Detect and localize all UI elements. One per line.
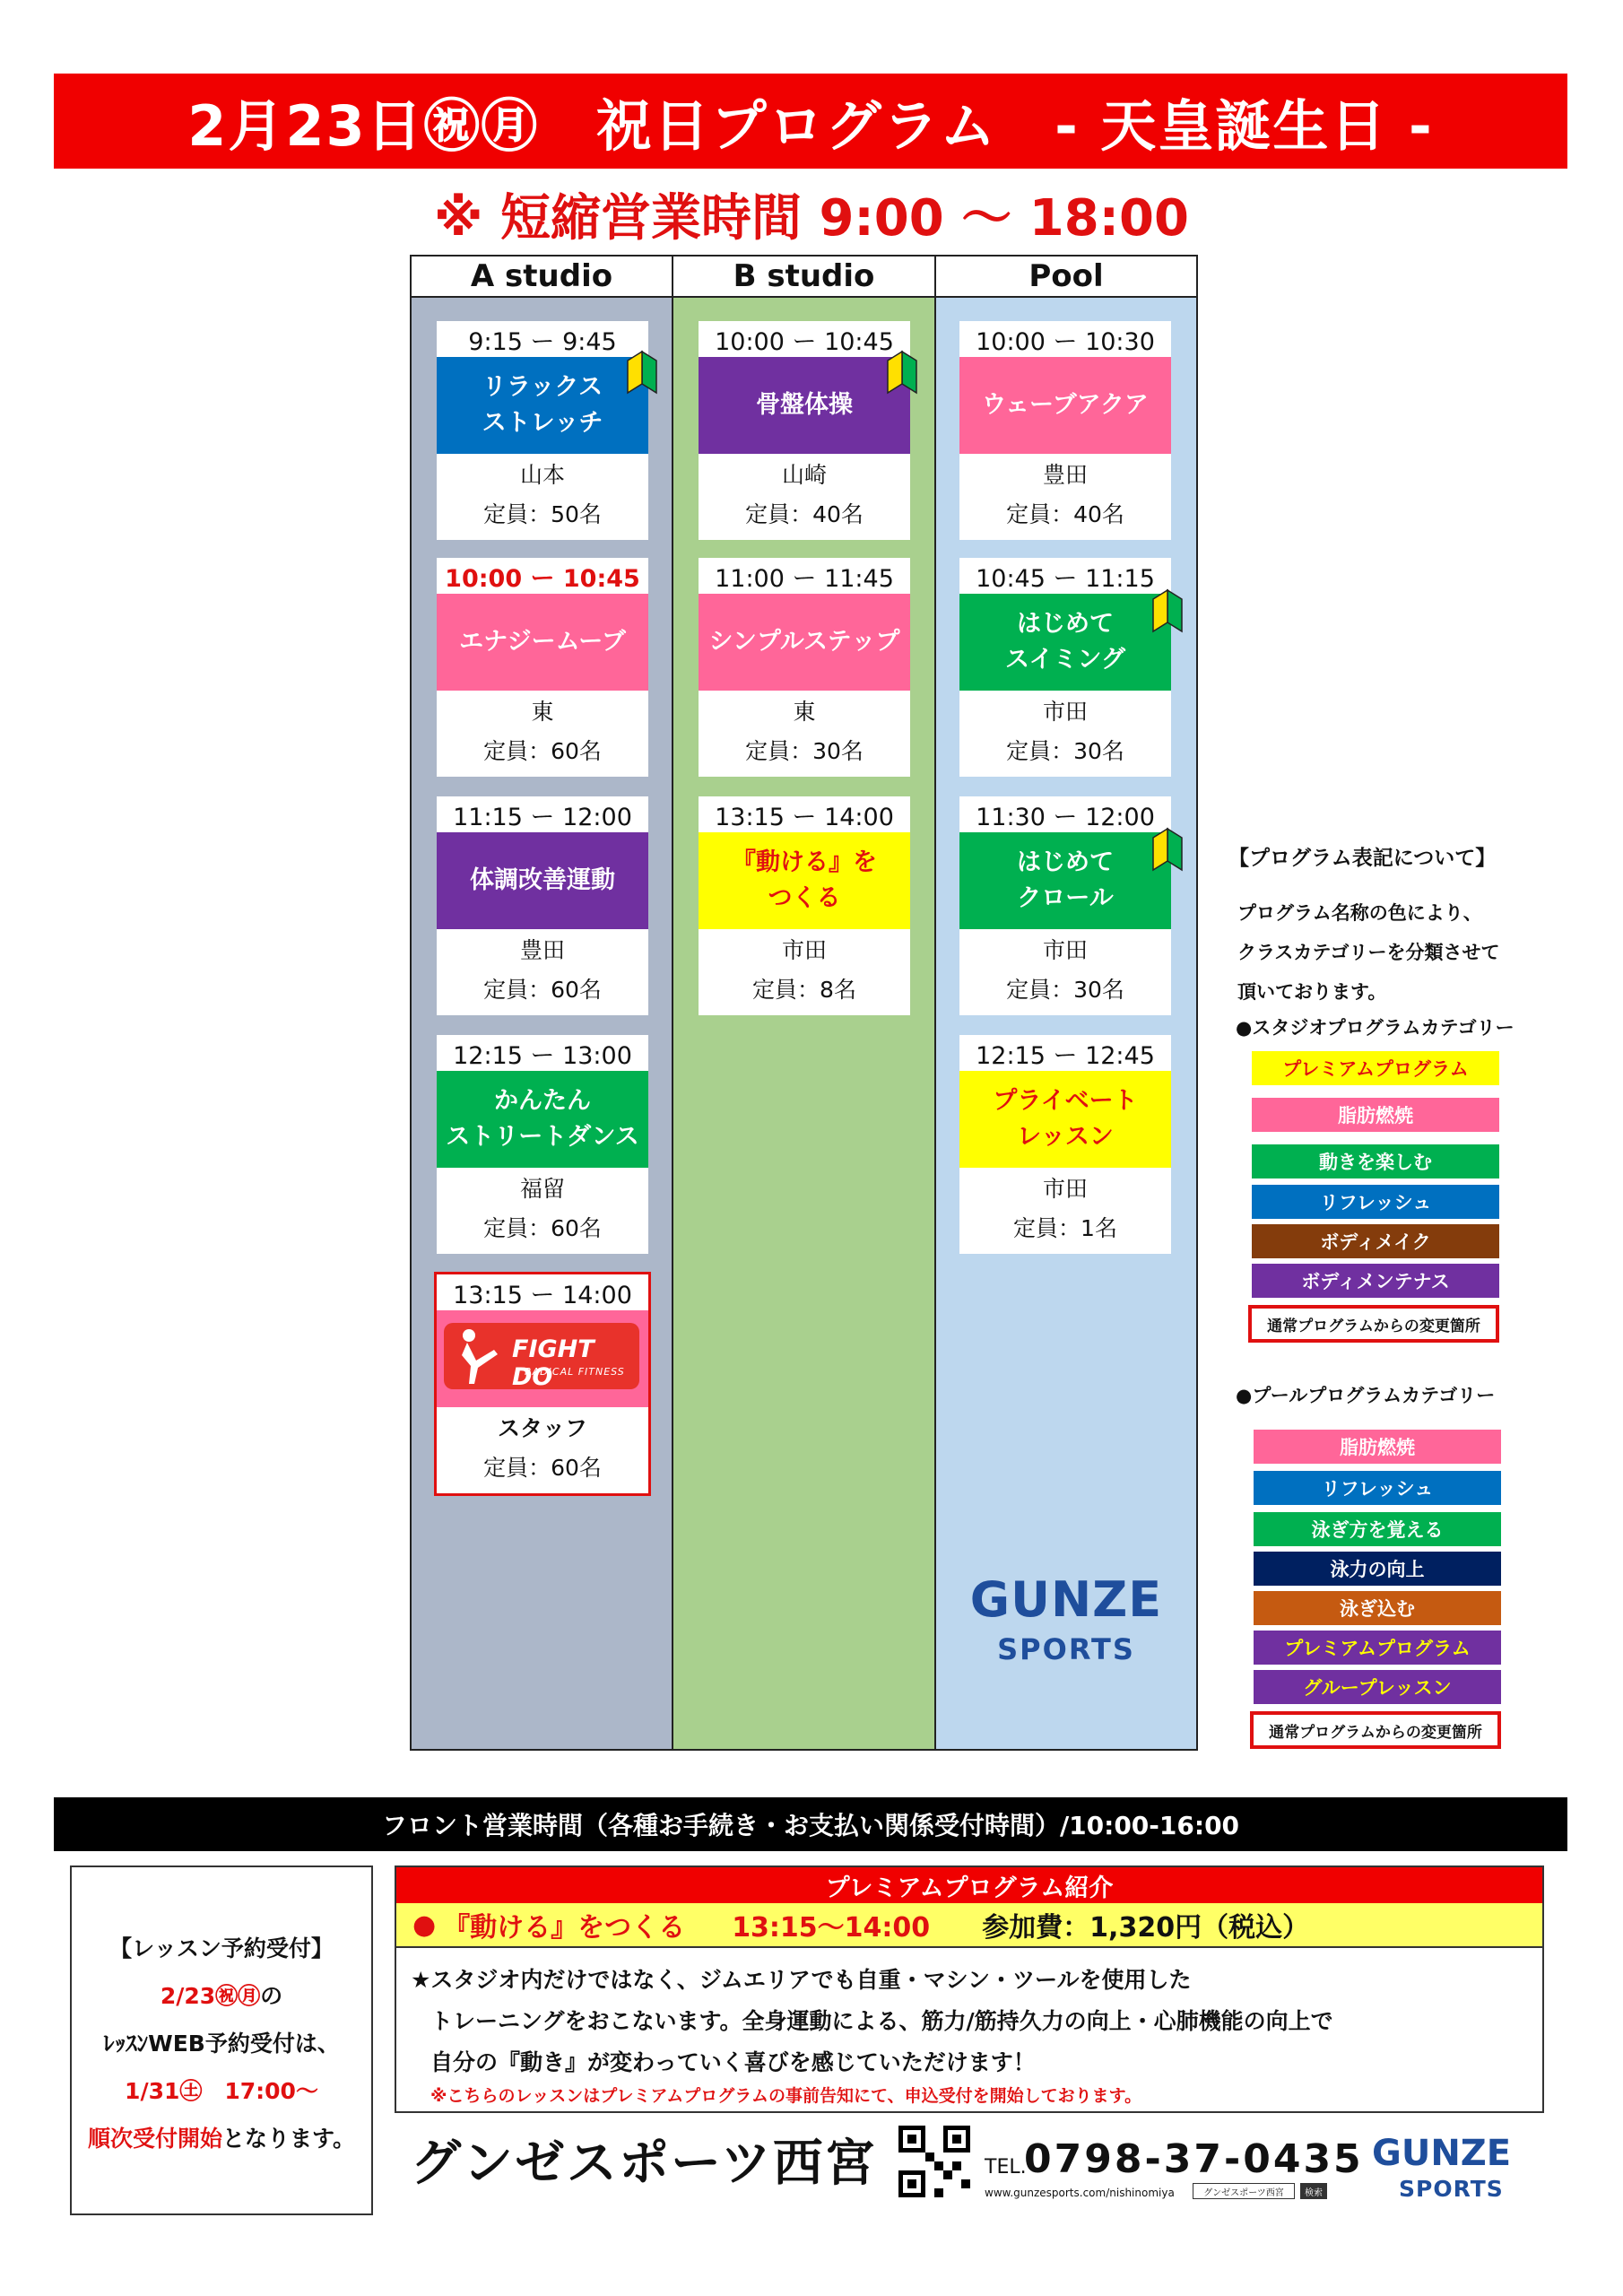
fight-do-subtext: RADICAL FITNESS	[525, 1366, 625, 1378]
lesson-name: 『動ける』を つくる	[699, 832, 910, 929]
lesson-card-changed[interactable]	[434, 1272, 651, 1496]
lesson-capacity: 定員：40名	[745, 501, 864, 527]
lesson-instructor: 東	[531, 699, 554, 725]
legend-pool-item: リフレッシュ	[1254, 1471, 1501, 1505]
reservation-box	[70, 1866, 373, 2215]
lesson-instructor: 市田	[1042, 937, 1088, 963]
premium-fee: 参加費：1,320円（税込）	[982, 1912, 1310, 1944]
tel-prefix: TEL.	[985, 2156, 1027, 2179]
lesson-time: 13:15 ー 14:00	[715, 803, 894, 831]
premium-description-line: ★スタジオ内だけではなく、ジムエリアでも自重・マシン・ツールを使用した	[411, 1967, 1192, 1993]
premium-name: 『動ける』をつくる	[443, 1912, 686, 1944]
sports-logo: SPORTS	[997, 1632, 1135, 1666]
lesson-time: 10:00 ー 10:30	[976, 327, 1155, 356]
fight-do-logo	[444, 1323, 639, 1389]
lesson-capacity: 定員：30名	[1006, 977, 1124, 1003]
legend-description	[1237, 893, 1500, 1012]
business-hours-notice: ※ 短縮営業時間 9:00 ～ 18:00	[434, 189, 1189, 248]
front-hours-bar: フロント営業時間（各種お手続き・お支払い関係受付時間）/10:00-16:00	[54, 1797, 1567, 1851]
pool-column	[936, 298, 1196, 1749]
b-studio-column	[673, 298, 936, 1749]
lesson-name: ウェーブアクア	[959, 357, 1171, 454]
lesson-card[interactable]	[959, 1035, 1171, 1254]
column-header-pool: Pool	[936, 257, 1196, 298]
lesson-card[interactable]	[959, 558, 1171, 777]
lesson-instructor: 市田	[1042, 1176, 1088, 1202]
legend-pool-item: プレミアムプログラム	[1254, 1631, 1501, 1665]
lesson-time: 9:15 ー 9:45	[468, 327, 617, 356]
legend-pool-item: 泳力の向上	[1254, 1552, 1501, 1586]
reservation-heading: 【レッスン予約受付】	[109, 1935, 334, 1961]
premium-program-box	[395, 1866, 1544, 2113]
reservation-date-suffix: の	[260, 1983, 283, 2009]
lesson-instructor: 福留	[519, 1176, 565, 1202]
gunze-footer-logo: GUNZE	[1372, 2133, 1512, 2174]
search-button[interactable]: 検索	[1300, 2183, 1327, 2199]
lesson-instructor: スタッフ	[497, 1415, 587, 1441]
legend-studio-heading: ●スタジオプログラムカテゴリー	[1236, 1017, 1515, 1039]
lesson-instructor: 市田	[781, 937, 827, 963]
search-box[interactable]: グンゼスポーツ西宮	[1193, 2183, 1295, 2199]
lesson-capacity: 定員：60名	[483, 1215, 602, 1241]
lesson-card[interactable]	[437, 321, 648, 540]
legend-description-line: プログラム名称の色により、	[1237, 902, 1482, 924]
lesson-name: はじめて クロール	[959, 832, 1171, 929]
lesson-name: シンプルステップ	[699, 594, 910, 691]
premium-description-line: 自分の『動き』が変わっていく喜びを感じていただけます！	[430, 2049, 1036, 2075]
lesson-card[interactable]	[437, 1035, 648, 1254]
column-header-a-studio: A studio	[412, 257, 673, 298]
legend-description-line: クラスカテゴリーを分類させて	[1237, 942, 1500, 963]
lesson-name: かんたん ストリートダンス	[437, 1071, 648, 1168]
beginner-mark-icon	[1151, 585, 1184, 635]
website-url[interactable]: www.gunzesports.com/nishinomiya	[985, 2187, 1175, 2199]
lesson-name: はじめて スイミング	[959, 594, 1171, 691]
gunze-logo: GUNZE	[969, 1571, 1163, 1628]
lesson-card[interactable]	[959, 321, 1171, 540]
lesson-time: 12:15 ー 12:45	[976, 1041, 1155, 1070]
lesson-capacity: 定員：60名	[483, 977, 602, 1003]
lesson-instructor: 山本	[519, 462, 565, 488]
legend-pool-change-marker: 通常プログラムからの変更箇所	[1250, 1711, 1501, 1749]
lesson-card[interactable]	[699, 321, 910, 540]
legend-pool-item: グループレッスン	[1254, 1670, 1501, 1704]
lesson-capacity: 定員：30名	[745, 738, 864, 764]
reservation-start-time: 1/31㊏ 17:00～	[125, 2078, 318, 2104]
lesson-card[interactable]	[699, 558, 910, 777]
lesson-time: 10:00 ー 10:45	[715, 327, 894, 356]
legend-pool-heading: ●プールプログラムカテゴリー	[1236, 1385, 1496, 1406]
premium-time: 13:15～14:00	[732, 1912, 931, 1944]
legend-pool-item: 泳ぎ方を覚える	[1254, 1512, 1501, 1546]
lesson-capacity: 定員：1名	[1013, 1215, 1117, 1241]
lesson-instructor: 東	[793, 699, 816, 725]
premium-note: ※こちらのレッスンはプレミアムプログラムの事前告知にて、申込受付を開始しております。	[430, 2086, 1142, 2106]
beginner-mark-icon	[1151, 823, 1184, 874]
reservation-web-line: ﾚｯｽﾝWEB予約受付は、	[103, 2031, 340, 2057]
legend-studio-item: 脂肪燃焼	[1252, 1098, 1499, 1132]
fight-do-logo-area	[437, 1310, 648, 1407]
legend-studio-item: ボディメンテナス	[1252, 1264, 1499, 1298]
lesson-time-changed: 10:00 ー 10:45	[445, 564, 640, 593]
lesson-card[interactable]	[437, 796, 648, 1015]
lesson-card[interactable]	[437, 558, 648, 777]
bullet-icon: ●	[412, 1909, 437, 1941]
reservation-start-line	[72, 2115, 371, 2162]
fight-do-text: FIGHT DO	[512, 1335, 595, 1391]
legend-description-line: 頂いております。	[1237, 981, 1387, 1003]
lesson-capacity: 定員：60名	[483, 1455, 602, 1481]
lesson-name: リラックス ストレッチ	[437, 357, 648, 454]
reservation-date-line	[72, 1972, 371, 2020]
tel-number[interactable]: 0798-37-0435	[1024, 2136, 1364, 2182]
lesson-capacity: 定員：8名	[752, 977, 856, 1003]
legend-pool-item: 泳ぎ込む	[1254, 1591, 1501, 1625]
lesson-name: 体調改善運動	[437, 832, 648, 929]
lesson-time: 11:00 ー 11:45	[715, 564, 894, 593]
lesson-capacity: 定員：60名	[483, 738, 602, 764]
legend-studio-item: プレミアムプログラム	[1252, 1051, 1499, 1085]
legend-title: 【プログラム表記について】	[1228, 847, 1497, 870]
page-title: 2月23日㊗㊊ 祝日プログラム - 天皇誕生日 -	[54, 74, 1567, 169]
lesson-card[interactable]	[699, 796, 910, 1015]
lesson-capacity: 定員：40名	[1006, 501, 1124, 527]
lesson-name: エナジームーブ	[437, 594, 648, 691]
column-header-b-studio: B studio	[673, 257, 936, 298]
beginner-mark-icon	[626, 346, 658, 396]
legend-studio-item: 動きを楽しむ	[1252, 1144, 1499, 1178]
lesson-instructor: 市田	[1042, 699, 1088, 725]
lesson-time: 12:15 ー 13:00	[453, 1041, 632, 1070]
lesson-name: プライベート レッスン	[959, 1071, 1171, 1168]
lesson-name: 骨盤体操	[699, 357, 910, 454]
lesson-instructor: 山崎	[781, 462, 827, 488]
lesson-capacity: 定員：30名	[1006, 738, 1124, 764]
lesson-time: 13:15 ー 14:00	[453, 1281, 632, 1309]
lesson-instructor: 豊田	[519, 937, 565, 963]
lesson-card[interactable]	[959, 796, 1171, 1015]
legend-pool-item: 脂肪燃焼	[1254, 1430, 1501, 1464]
beginner-mark-icon	[886, 346, 918, 396]
reservation-start-label: 順次受付開始	[87, 2126, 222, 2152]
lesson-time: 10:45 ー 11:15	[976, 564, 1155, 593]
lesson-time: 11:15 ー 12:00	[453, 803, 632, 831]
premium-title: プレミアムプログラム紹介	[396, 1867, 1542, 1903]
sports-footer-logo: SPORTS	[1399, 2176, 1504, 2202]
kicking-figure-icon	[449, 1325, 503, 1387]
club-name: グンゼスポーツ西宮	[411, 2135, 877, 2193]
legend-studio-item: リフレッシュ	[1252, 1185, 1499, 1219]
premium-summary	[396, 1903, 1542, 1948]
schedule-grid	[410, 255, 1198, 1751]
reservation-start-suffix: となります。	[222, 2126, 356, 2152]
legend-studio-item: ボディメイク	[1252, 1224, 1499, 1258]
lesson-time: 11:30 ー 12:00	[976, 803, 1155, 831]
qr-code-icon[interactable]	[898, 2126, 970, 2197]
lesson-capacity: 定員：50名	[483, 501, 602, 527]
lesson-instructor: 豊田	[1042, 462, 1088, 488]
a-studio-column	[412, 298, 673, 1749]
premium-description-line: トレーニングをおこないます。全身運動による、筋力/筋持久力の向上・心肺機能の向上で	[430, 2008, 1333, 2034]
reservation-date: 2/23㊗㊊	[160, 1983, 261, 2009]
legend-studio-change-marker: 通常プログラムからの変更箇所	[1248, 1305, 1499, 1343]
